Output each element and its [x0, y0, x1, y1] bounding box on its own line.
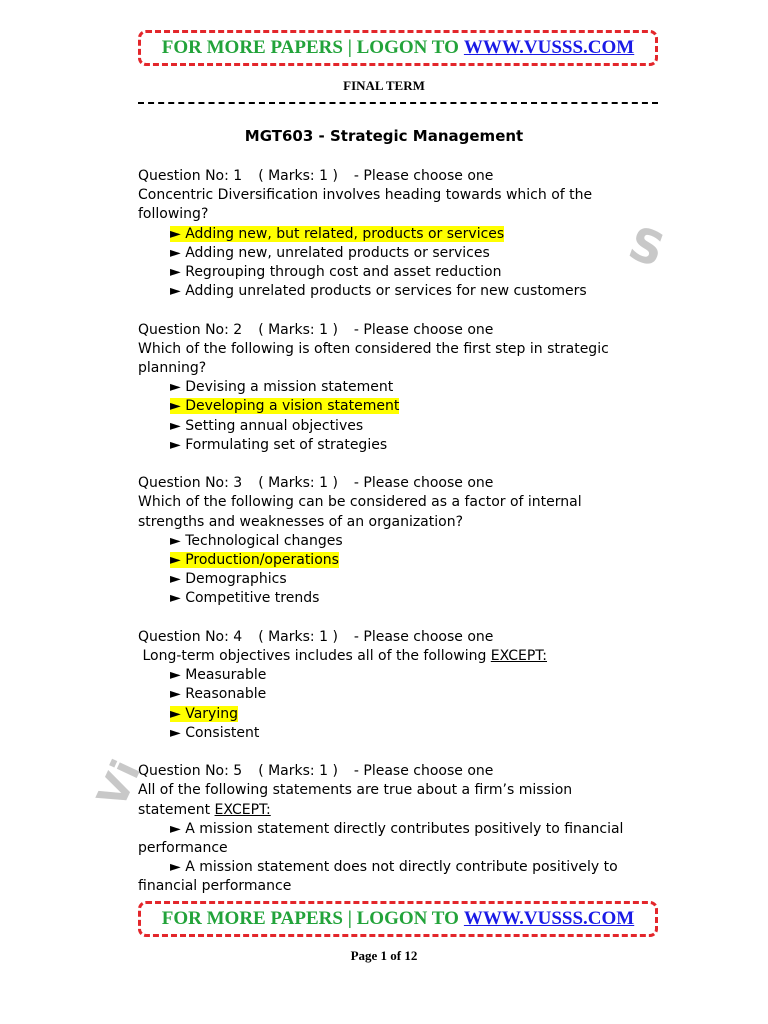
question-header [138, 628, 638, 647]
option-item[interactable]: ► Competitive trends [170, 590, 320, 607]
question-text: Concentric Diversification involves heading towards which of the following? [138, 187, 593, 223]
question-3 [138, 474, 638, 608]
option-item-correct[interactable]: ► Production/operations [170, 552, 339, 569]
option-item[interactable]: ► Technological changes [170, 532, 343, 549]
question-text: Which of the following can be considered as a factor of internal strengths and weaknesses of an organization? [138, 494, 582, 530]
question-label: Question No: 2 [138, 321, 243, 338]
question-4 [138, 628, 638, 743]
question-1 [138, 167, 638, 301]
question-text: All of the following statements are true about a firm’s mission statement EXCEPT: [138, 782, 573, 818]
option-item[interactable]: ► Setting annual objectives [170, 417, 364, 434]
watermark-left: Vi [89, 751, 151, 815]
option-item[interactable]: ► Devising a mission statement [170, 379, 394, 396]
option-item[interactable]: ► Adding new, unrelated products or services [170, 244, 490, 261]
option-item[interactable]: ► Formulating set of strategies [170, 436, 388, 453]
final-term-heading: FINAL TERM [343, 78, 425, 93]
option-item[interactable]: ► Demographics [170, 571, 287, 588]
question-marks: ( Marks: 1 ) [258, 628, 338, 645]
question-instruction: - Please choose one [353, 628, 494, 645]
option-item-correct[interactable]: ► Varying [170, 705, 238, 722]
option-item-correct[interactable]: ► Developing a vision statement [170, 398, 400, 415]
question-label: Question No: 3 [138, 475, 243, 492]
option-list [138, 225, 638, 302]
option-item[interactable]: ► Adding unrelated products or services for new customers [170, 283, 587, 300]
question-instruction: - Please choose one [353, 763, 494, 780]
except-keyword: EXCEPT: [214, 801, 271, 818]
question-2 [138, 321, 638, 455]
question-marks: ( Marks: 1 ) [258, 475, 338, 492]
question-instruction: - Please choose one [353, 321, 494, 338]
question-marks: ( Marks: 1 ) [258, 763, 338, 780]
question-instruction: - Please choose one [353, 168, 494, 184]
question-label: Question No: 5 [138, 763, 243, 780]
question-text: Long-term objectives includes all of the following EXCEPT: [138, 648, 548, 665]
top-banner [138, 30, 658, 66]
question-header [138, 167, 638, 186]
question-header [138, 762, 638, 781]
option-item[interactable]: ► Measurable [170, 667, 267, 684]
banner-prefix: FOR MORE PAPERS | LOGON TO [161, 37, 459, 58]
option-list [138, 378, 638, 455]
option-list [138, 666, 638, 743]
page-number: Page 1 of 12 [350, 948, 418, 963]
question-header [138, 474, 638, 493]
question-marks: ( Marks: 1 ) [258, 168, 338, 184]
except-keyword: EXCEPT: [490, 648, 548, 665]
watermark-right: S [621, 215, 674, 279]
banner-link[interactable]: WWW.VUSSS.COM [463, 37, 635, 58]
option-item-correct[interactable]: ► Adding new, but related, products or services [170, 225, 505, 242]
banner-prefix: FOR MORE PAPERS | LOGON TO [161, 908, 459, 929]
question-marks: ( Marks: 1 ) [258, 321, 338, 338]
question-header [138, 321, 638, 340]
question-label: Question No: 1 [138, 168, 243, 184]
option-item[interactable]: ► Regrouping through cost and asset reduction [170, 264, 502, 281]
course-title: MGT603 - Strategic Management [244, 127, 524, 145]
question-instruction: - Please choose one [353, 475, 494, 492]
banner-link[interactable]: WWW.VUSSS.COM [463, 908, 635, 929]
option-item[interactable]: ► A mission statement does not directly contribute positively to financial performance [138, 859, 618, 895]
option-list [138, 532, 638, 609]
question-list [138, 167, 638, 916]
option-item[interactable]: ► Reasonable [170, 686, 267, 703]
question-label: Question No: 4 [138, 628, 243, 645]
dashed-divider [138, 102, 658, 104]
bottom-banner [138, 901, 658, 937]
option-item[interactable]: ► A mission statement directly contributes positively to financial performance [138, 820, 624, 857]
option-item[interactable]: ► Consistent [170, 724, 260, 741]
question-5 [138, 762, 638, 896]
question-text: Which of the following is often considered the first step in strategic planning? [138, 340, 609, 377]
